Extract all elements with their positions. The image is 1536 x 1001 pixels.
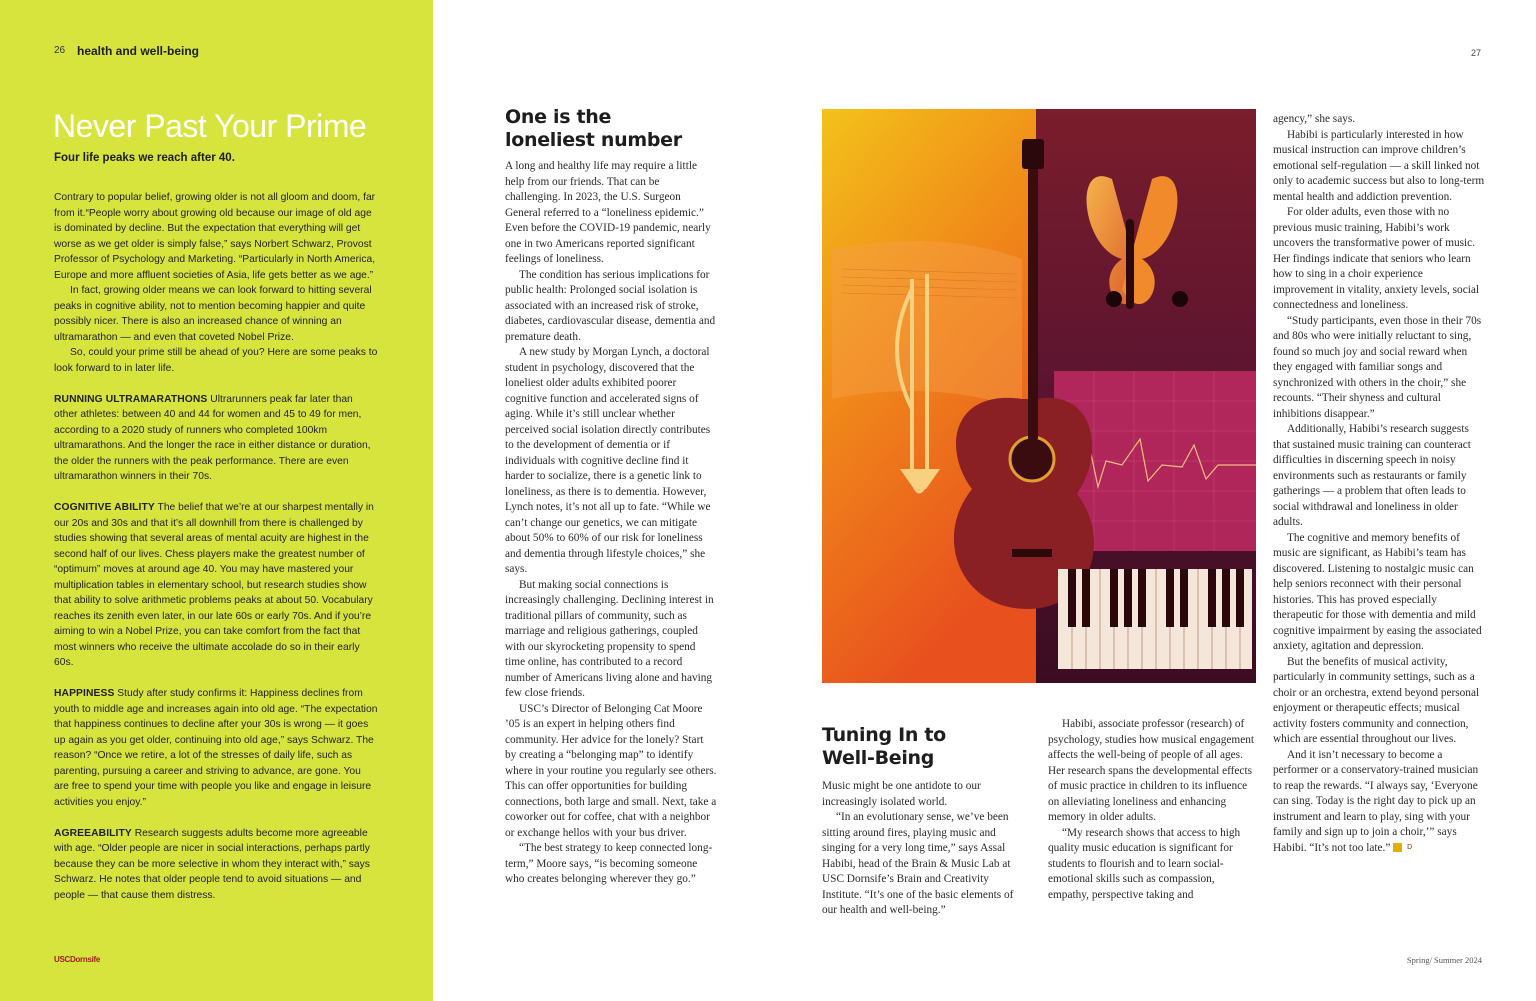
- headline-line: Tuning In to: [822, 724, 946, 746]
- issue-footer: Spring/ Summer 2024: [1406, 955, 1482, 965]
- guitar-bridge: [1012, 549, 1052, 557]
- intro-paragraph: In fact, growing older means we can look forward to hitting several peaks in cognitive ability, not to mention becoming happier and quite possibly nicer. There is also an increased chance of winning an ultramarathon — and even that coveted Nobel Prize.: [54, 285, 372, 343]
- peak-heading: COGNITIVE ABILITY: [54, 502, 155, 513]
- peak-agreeability: [54, 826, 378, 904]
- body-paragraph: Habibi is particularly interested in how musical instruction can improve children’s emotional self-regulation — a skill linked not only to academic success but also to long-term mental health and addiction prevention.: [1273, 128, 1485, 203]
- final-paragraph: [1273, 748, 1485, 857]
- body-paragraph: The cognitive and memory benefits of music are significant, as Habibi’s team has discovered. Listening to nostalgic music can help seniors reconnect with their personal histories. This has proved especially therapeutic for those with dementia and mild cognitive impairment by easing the associated anxiety, agitation and depression.: [1273, 531, 1482, 652]
- guitar-soundhole: [1010, 437, 1054, 481]
- body-paragraph: A long and healthy life may require a little help from our friends. That can be challenging. In 2023, the U.S. Surgeon General referred to a “loneliness epidemic.” Even before the COVID-19 pandemic, nearly one in two Americans reported significant feelings of loneliness.: [505, 160, 711, 265]
- body-paragraph: “My research shows that access to high quality music education is significant for students to flourish and to learn social-emotional skills such as compassion, empathy, perspective taking and: [1048, 826, 1241, 901]
- peak-heading: HAPPINESS: [54, 688, 115, 699]
- intro-paragraph: Contrary to popular belief, growing older is not all gloom and doom, far from it.“People worry about growing old because our image of old age is dominated by decline. But the expectation that everything will get worse as we get older is simply false,” says Norbert Schwarz, Provost Professor of Psychology and Marketing. “Particularly in North America, Europe and more affluent societies of Asia, life gets better as we age.”: [54, 192, 376, 281]
- body-paragraph: A new study by Morgan Lynch, a doctoral student in psychology, discovered that the loneliest older adults exhibited poorer cognitive function and accelerated signs of aging. While it’s still unclear whether perceived social isolation directly contributes to the development of dementia or if individuals with cognitive decline find it harder to socialize, there is a genetic link to loneliness, as there is to dementia. However, Lynch notes, it’s not all up to fate. “While we can’t change our genetics, we can mitigate about 50% to 60% of our risk for loneliness and dementia through lifestyle choices,” she says.: [505, 346, 711, 575]
- music-illustration: [822, 109, 1256, 683]
- page-number-left: 26: [54, 45, 66, 56]
- usc-dornsife-logo: USCDornsife: [54, 955, 101, 964]
- body-paragraph: For older adults, even those with no previous music training, Habibi’s work uncovers the transformative power of music. Her findings indicate that seniors who learn how to sing in a choir experience improvement in vitality, anxiety levels, social connectedness and loneliness.: [1273, 206, 1480, 311]
- peak-ultramarathons: [54, 392, 378, 485]
- body-text: And it isn’t necessary to become a performer or a conservatory-trained musician to reap the rewards. “I always say, ‘Everyone can sing. Today is the right day to pick up an instrument and learn to play, sing with your family and sign up to join a choir,’” says Habibi. “It’s not too late.”: [1273, 748, 1479, 854]
- music-headline: [822, 724, 946, 770]
- guitar-neck: [1028, 149, 1038, 439]
- body-paragraph: Music might be one antidote to our increasingly isolated world.: [822, 780, 981, 808]
- guitar-headstock: [1022, 139, 1044, 169]
- headline-line: One is the: [505, 106, 612, 128]
- body-paragraph: But making social connections is increasingly challenging. Declining interest in traditional pillars of community, such as marriage and religious gatherings, coupled with our skyrocketing propensity to spend time online, has contributed to a record number of Americans living alone and having few close friends.: [505, 578, 714, 699]
- piano-keys: [1058, 569, 1252, 669]
- peak-heading: RUNNING ULTRAMARATHONS: [54, 393, 208, 405]
- section-label: health and well-being: [77, 44, 200, 58]
- music-body-col-a: [822, 779, 1027, 919]
- intro-paragraph: So, could your prime still be ahead of you? Here are some peaks to look forward to in later life.: [54, 347, 378, 374]
- body-paragraph: The condition has serious implications for public health: Prolonged social isolation is associated with an increased risk of stroke, diabetes, cardiovascular disease, dementia and premature death.: [505, 268, 716, 343]
- body-paragraph: Habibi, associate professor (research) of psychology, studies how musical engagement affects the well-being of people of all ages. Her research spans the developmental effects of music practice in children to its influence on alleviating loneliness and enhancing memory in older adults.: [1048, 718, 1255, 823]
- peak-text: Ultrarunners peak far later than other athletes: between 40 and 44 for women and 45 to 49 for men, according to a 2020 study of runners who completed 100km ultramarathons. And the longer the race in either distance or duration, the older the runners with the peak performance. There are even ultramarathon winners in their 70s.: [54, 393, 371, 482]
- headline-line: loneliest number: [505, 129, 682, 151]
- body-paragraph: agency,” she says.: [1273, 113, 1356, 125]
- loneliness-body: [505, 159, 717, 888]
- article-deck: Four life peaks we reach after 40.: [54, 152, 235, 164]
- body-paragraph: “Study participants, even those in their 70s and 80s who were initially reluctant to sing, found so much joy and social reward when they engaged with familiar songs and synchronized with others in the choir,” she recounts. “Their shyness and cultural inhibitions disappear.”: [1273, 314, 1482, 420]
- left-body-text: [54, 190, 378, 903]
- music-body-col-c: [1273, 112, 1485, 856]
- body-paragraph: “The best strategy to keep connected long-term,” Moore says, “is becoming someone who creates belonging wherever they go.”: [505, 842, 713, 885]
- peak-text: The belief that we’re at our sharpest mentally in our 20s and 30s and that it’s all downhill from there is challenged by studies showing that several areas of mental acuity are highest in the second half of our lives. Chess players make the greatest number of “optimum” moves at around age 40. You may have mastered your multiplication tables in elementary school, but research studies show that ability to solve arithmetic problems peaks at about 50. Vocabulary reaches its zenith even later, in our late 60s or early 70s. And if you’re aiming to win a Nobel Prize, you can take comfort from the fact that most winners who receive the ultimate accolade do so in their early 60s.: [54, 502, 374, 668]
- peak-text: Research suggests adults become more agreeable with age. “Older people are nicer in social interactions, perhaps partly because they can be more selective in whom they interact with,” says Schwarz. He notes that older people tend to avoid situations — and people — that cause them distress.: [54, 827, 370, 901]
- music-body-col-b: [1048, 717, 1258, 903]
- peak-cognitive: [54, 500, 378, 671]
- article-title: Never Past Your Prime: [53, 108, 367, 144]
- body-paragraph: USC’s Director of Belonging Cat Moore ’05 is an expert in helping others find community. Her advice for the lonely? Start by creating a “belonging map” to identify where in your routine you regularly see others. This can offer opportunities for building connections, both large and small. Next, take a coworker out for coffee, chat with a neighbor or exchange hellos with your bus driver.: [505, 702, 717, 839]
- peak-happiness: [54, 686, 378, 810]
- end-mark-icon: D: [1393, 843, 1402, 852]
- peak-heading: AGREEABILITY: [54, 827, 132, 839]
- body-paragraph: Additionally, Habibi’s research suggests that sustained music training can counteract difficulties in discerning speech in noisy environments such as restaurants or family gatherings — a problem that often leads to social withdrawal and loneliness in older adults.: [1273, 423, 1471, 528]
- body-paragraph: “In an evolutionary sense, we’ve been sitting around fires, playing music and singing for a very long time,” says Assal Habibi, head of the Brain & Music Lab at USC Dornsife’s Brain and Creativity Institute. “It’s one of the basic elements of our health and well-being.”: [822, 811, 1014, 916]
- loneliness-headline: [505, 106, 682, 152]
- headline-line: Well-Being: [822, 747, 935, 769]
- body-paragraph: But the benefits of musical activity, particularly in community settings, such as a choir or an orchestra, extend beyond personal enjoyment or therapeutic effects; musical activity fosters community and connection, which are essential throughout our lives.: [1273, 655, 1480, 745]
- page-number-right: 27: [1471, 48, 1482, 58]
- peak-text: Study after study confirms it: Happiness declines from youth to middle age and increases again into old age. “The expectation that happiness continues to decline after your 30s is wrong — it goes up again as you get older, continuing into old age,” says Schwarz. The reason? “Once we retire, a lot of the stresses of daily life, such as parenting, pursuing a career and striving to advance, are gone. You are free to spend your time with people you like and engage in leisure activities you enjoy.”: [54, 688, 378, 808]
